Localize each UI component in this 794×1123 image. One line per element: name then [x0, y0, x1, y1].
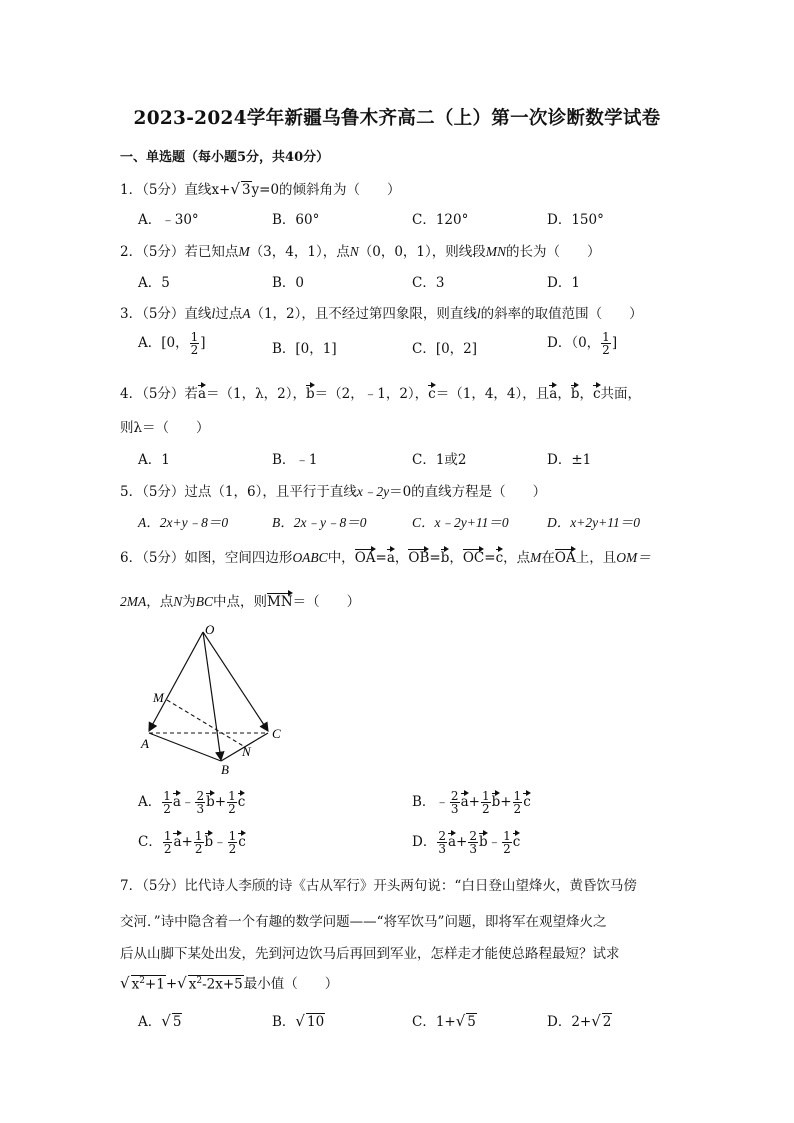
vector-b: b	[206, 794, 215, 810]
q3-text-d: 的斜率的取值范围（ ）	[480, 306, 643, 322]
q6-point-m: M	[530, 550, 542, 565]
sign: ﹣	[487, 834, 502, 850]
fraction	[450, 790, 460, 815]
label-m: M	[153, 690, 164, 705]
q5-option-c[interactable]: C．x﹣2y+11＝0	[412, 515, 509, 530]
q2-option-a[interactable]: A．5	[138, 275, 170, 291]
q1-option-d[interactable]: D．150°	[547, 212, 604, 228]
numerator: 2	[438, 829, 446, 843]
sqrt-icon: √	[161, 1012, 171, 1030]
numerator: 1	[190, 330, 199, 344]
fraction	[601, 331, 611, 356]
q3-line-l-2: l	[476, 306, 481, 321]
numerator: 1	[481, 789, 490, 803]
question-6-stem: 6．（5分）如图，空间四边形OABC中，OA=a，OB=b，OC=c，点M在OA上，且OM＝	[120, 550, 651, 566]
radicand: 10	[306, 1014, 325, 1030]
q5-text-b: ＝0的直线方程是（ ）	[389, 484, 547, 500]
vector-c: c	[592, 386, 601, 402]
q2-text-d: 的长为（ ）	[506, 244, 601, 260]
q2-text-c: （0，0，1），则线段	[358, 244, 486, 260]
sqrt-icon: √	[591, 1012, 601, 1030]
option-label: B．	[412, 794, 436, 810]
var-x: x	[131, 976, 140, 992]
q1-text-b: x+	[211, 182, 231, 198]
option-label: A．	[138, 1014, 162, 1030]
term: -2x+5	[202, 976, 243, 992]
q3-d-post: ]	[611, 335, 618, 351]
denominator: 3	[196, 802, 205, 816]
fraction	[468, 830, 478, 855]
q3-option-c[interactable]: C．[0，2]	[412, 341, 478, 357]
q6-l2-d: 中点，则	[213, 594, 268, 610]
q6-l2-c: 为	[182, 594, 196, 610]
q4-option-a[interactable]: A．1	[138, 452, 170, 468]
numerator: 1	[163, 829, 172, 843]
vector-b: b	[478, 834, 488, 850]
question-7-line2: 交河．”诗中隐含着一个有趣的数学问题——“将军饮马”问题，即将军在观望烽火之	[120, 914, 607, 930]
vector-a: a	[460, 794, 469, 810]
q6-quad: OABC	[292, 550, 328, 565]
numerator: 1	[194, 829, 203, 843]
radicand: 2	[602, 1014, 612, 1030]
label-b: B	[221, 762, 229, 777]
sign: +	[181, 834, 193, 850]
numerator: 2	[450, 789, 459, 803]
q6-text-d: 在	[541, 550, 555, 566]
radicand: $x^2+1$	[131, 975, 165, 992]
question-4-line2: 则λ＝（ ）	[120, 420, 210, 436]
question-7-line3: 后从山脚下某处出发，先到河边饮马后再回到军业，怎样走才能使总路程最短？试求	[120, 946, 620, 962]
var-x: x	[188, 976, 197, 992]
q6-text-a: 6．（5分）如图，空间四边形	[120, 550, 293, 566]
q2-option-d[interactable]: D．1	[547, 275, 580, 291]
vector-c: c	[238, 834, 246, 850]
question-1-stem	[120, 178, 401, 198]
vector-c: c	[495, 550, 504, 566]
denominator: 2	[602, 343, 610, 357]
q3-line-l: l	[211, 306, 216, 321]
q1-radicand: 3	[241, 182, 251, 198]
q3-a-post: ]	[200, 335, 206, 351]
vector-a: a	[549, 386, 558, 402]
segment-mn	[167, 700, 245, 747]
vector-c: c	[237, 794, 246, 810]
option-label: C．	[138, 834, 162, 850]
q6-option-d[interactable]	[412, 830, 520, 855]
question-7-line1: 7．（5分）比代诗人李颀的诗《古从军行》开头两句说：“白日登山望烽火，黄昏饮马傍	[120, 878, 637, 894]
sqrt-icon: √	[120, 974, 130, 992]
radicand: $x^2-2x+5$	[188, 975, 243, 992]
q4-eq-b: ＝（2，﹣1，2），	[314, 386, 429, 402]
q6-l2-b: ，点	[146, 594, 174, 610]
q6-point-n: N	[173, 594, 183, 609]
fraction	[227, 790, 237, 815]
radicand: 5	[172, 1014, 182, 1030]
denominator: 3	[450, 802, 459, 816]
denominator: 2	[228, 842, 237, 856]
vector-a: a	[172, 794, 181, 810]
radicand: 5	[467, 1014, 476, 1030]
q2-point-n: N	[349, 244, 359, 259]
q2-text-a: 2．（5分）若已知点	[120, 244, 239, 260]
vector-c: c	[428, 386, 436, 402]
denominator: 2	[190, 343, 199, 357]
vector-a: a	[386, 550, 395, 566]
term: +1	[144, 976, 165, 992]
q2-text-b: （3，4，1），点	[249, 244, 350, 260]
question-4-stem: 4．（5分）若a＝（1，λ，2），b＝（2，﹣1，2），c＝（1，4，4），且a，b，c共面，	[120, 386, 642, 402]
q4-eq-a: ＝（1，λ，2），	[206, 386, 306, 402]
vector-b: b	[204, 834, 214, 850]
sign: +	[500, 794, 512, 810]
numerator: 1	[163, 789, 171, 803]
numerator: 1	[513, 789, 522, 803]
q5-text-a: 5．（5分）过点（1，6），且平行于直线	[120, 484, 357, 500]
q7-option-d[interactable]	[547, 1010, 612, 1030]
vector-ob: OB	[408, 550, 430, 566]
label-n: N	[242, 744, 251, 759]
q4-option-b[interactable]: B．﹣1	[272, 452, 318, 468]
vector-b: b	[570, 386, 580, 402]
fraction	[195, 790, 205, 815]
numerator: 1	[503, 829, 511, 843]
q7-option-b[interactable]	[272, 1010, 325, 1030]
q6-l2-e: ＝（ ）	[292, 594, 361, 610]
sqrt-icon: √	[230, 180, 240, 198]
q1-text-d: y=0的倾斜角为（ ）	[251, 182, 401, 198]
vector-oa: OA	[554, 550, 576, 566]
option-label: D．2+	[547, 1014, 592, 1030]
fraction	[190, 331, 200, 356]
q1-text-a: 1．（5分）直线	[120, 182, 212, 198]
option-label: C．1+	[412, 1014, 456, 1030]
denominator: 2	[228, 802, 236, 816]
question-3-stem	[120, 302, 643, 322]
edge-oa	[149, 632, 203, 731]
question-2-stem	[120, 240, 601, 260]
vector-a: a	[197, 386, 206, 402]
edge-ob	[203, 632, 221, 760]
edge-oc	[203, 632, 268, 731]
option-label: A．	[138, 794, 162, 810]
denominator: 3	[469, 842, 477, 856]
q5-option-b[interactable]: B．2x﹣y﹣8＝0	[272, 515, 367, 530]
fraction	[228, 830, 238, 855]
page-title: 2023-2024学年新疆乌鲁木齐高二（上）第一次诊断数学试卷	[133, 108, 661, 129]
q6-text-b: 中，	[327, 550, 355, 566]
numerator: 2	[196, 789, 205, 803]
q5-expr: x﹣2y	[356, 484, 390, 499]
q7-option-c[interactable]	[412, 1010, 477, 1030]
label-o: O	[205, 622, 215, 637]
vector-oa: OA	[354, 550, 376, 566]
q7-tail: 最小值（ ）	[243, 976, 339, 992]
q5-option-d[interactable]: D．x+2y+11＝0	[547, 515, 640, 530]
tetrahedron-figure	[135, 618, 305, 783]
denominator: 2	[481, 802, 490, 816]
fraction	[162, 790, 172, 815]
vector-mn: MN	[267, 594, 293, 610]
sqrt-icon: √	[455, 1012, 466, 1030]
fraction	[163, 830, 173, 855]
denominator: 2	[513, 802, 522, 816]
vector-oc: OC	[462, 550, 485, 566]
q4-option-d[interactable]: D．±1	[547, 452, 592, 468]
q6-text-c: ，点	[503, 550, 531, 566]
q3-text-a: 3．（5分）直线	[120, 306, 212, 322]
fraction	[502, 830, 512, 855]
q1-option-c[interactable]: C．120°	[412, 212, 469, 228]
denominator: 2	[194, 842, 203, 856]
sqrt-icon: √	[177, 974, 187, 992]
denominator: 2	[163, 802, 171, 816]
q3-text-b: 过点	[215, 306, 243, 322]
sign: +	[214, 794, 227, 810]
q2-option-c[interactable]: C．3	[412, 275, 445, 291]
denominator: 2	[503, 842, 511, 856]
fraction	[513, 790, 523, 815]
vector-c: c	[523, 794, 531, 810]
fraction	[194, 830, 204, 855]
sign: ﹣	[180, 794, 195, 810]
q6-option-a[interactable]	[138, 790, 245, 815]
q3-d-pre: D．（0，	[547, 335, 601, 351]
q3-option-b[interactable]: B．[0，1]	[272, 341, 337, 357]
denominator: 2	[163, 842, 172, 856]
section-heading: 一、单选题（每小题5分，共40分）	[120, 150, 330, 165]
q1-option-a[interactable]: A．﹣30°	[138, 212, 199, 228]
q1-option-b[interactable]: B．60°	[272, 212, 320, 228]
sign: +	[468, 794, 480, 810]
q6-segment-bc: BC	[195, 594, 214, 609]
vector-b: b	[440, 550, 450, 566]
numerator: 1	[602, 330, 610, 344]
denominator: 3	[438, 842, 446, 856]
q6-option-c[interactable]	[138, 830, 246, 855]
vector-a: a	[173, 834, 182, 850]
question-7-line4	[120, 972, 338, 992]
question-5-stem	[120, 480, 546, 500]
q4-tail: 共面，	[600, 386, 642, 402]
q2-option-b[interactable]: B．0	[272, 275, 305, 291]
label-a: A	[141, 736, 149, 751]
q4-text-a: 4．（5分）若	[120, 386, 198, 402]
vector-a: a	[447, 834, 457, 850]
plus-sign: +	[165, 976, 178, 992]
q3-a-pre: A．[0，	[138, 335, 189, 351]
numerator: 2	[469, 829, 477, 843]
sign: ﹣	[435, 794, 449, 810]
q7-option-a[interactable]	[138, 1010, 182, 1030]
sqrt-icon: √	[295, 1012, 305, 1030]
question-6-line2	[120, 590, 360, 610]
fraction	[437, 830, 447, 855]
q6-om: OM＝	[616, 550, 651, 565]
fraction	[481, 790, 491, 815]
q6-2ma: 2MA	[120, 594, 147, 609]
q3-option-d[interactable]	[547, 331, 617, 356]
q3-text-c: （1，2），且不经过第四象限，则直线	[250, 306, 477, 322]
option-label: B．	[272, 1014, 296, 1030]
numerator: 1	[228, 829, 237, 843]
vector-b: b	[491, 794, 501, 810]
q3-point-a: A	[242, 306, 251, 321]
q4-option-c[interactable]: C．1或2	[412, 452, 467, 468]
option-label: D．	[412, 834, 437, 850]
sign: +	[456, 834, 468, 850]
q3-option-a[interactable]	[138, 331, 206, 356]
edge-ab	[149, 733, 221, 761]
q5-option-a[interactable]: A．2x+y﹣8＝0	[138, 515, 229, 530]
q2-segment: MN	[485, 244, 507, 259]
sign: ﹣	[213, 834, 227, 850]
vector-c: c	[512, 834, 521, 850]
q4-eq-c: ＝（1，4，4），且	[435, 386, 550, 402]
numerator: 1	[228, 789, 236, 803]
q6-text-e: 上，且	[575, 550, 617, 566]
q6-option-b[interactable]	[412, 790, 531, 815]
label-c: C	[272, 726, 281, 741]
q2-point-m: M	[238, 244, 250, 259]
vector-b: b	[305, 386, 315, 402]
